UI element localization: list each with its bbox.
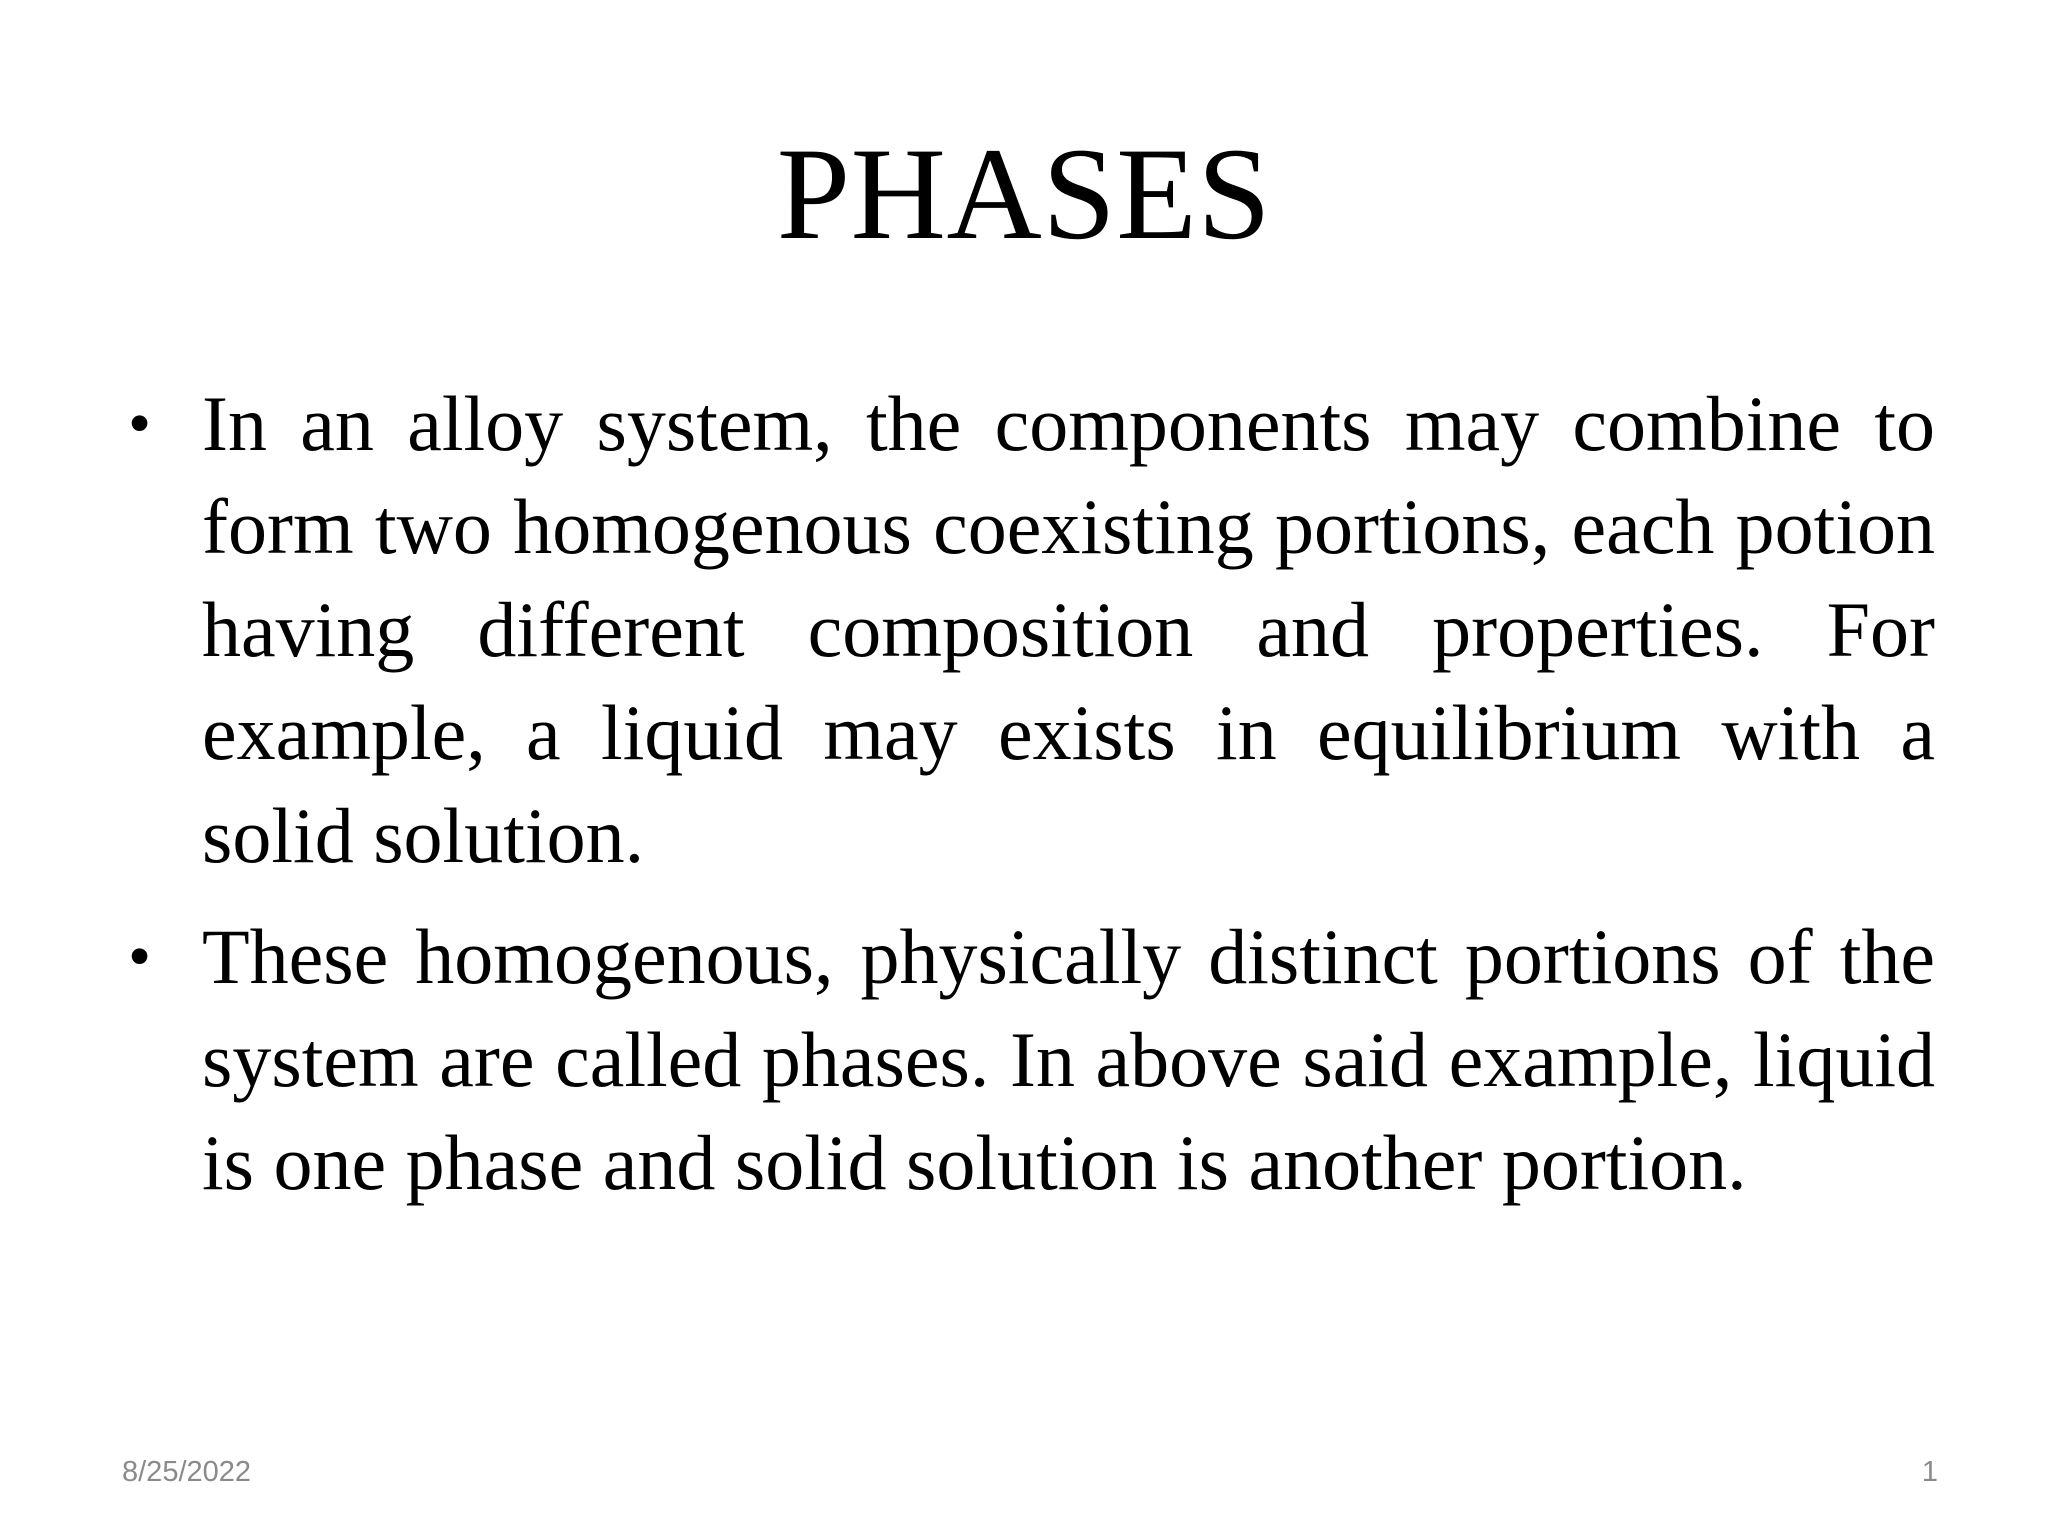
bullet-list xyxy=(120,372,1935,1232)
bullet-item xyxy=(120,372,1935,887)
bullet-icon: • xyxy=(128,920,152,993)
page-number: 1 xyxy=(1921,1456,1938,1488)
bullet-text: These homogenous, physically distinct portions of the system are called phases. In above said example, liquid is one phase and solid solution is another portion. xyxy=(202,913,1935,1206)
bullet-icon: • xyxy=(128,387,152,460)
bullet-item xyxy=(120,905,1935,1214)
bullet-text: In an alloy system, the components may combine to form two homogenous coexisting portions, each potion having different composition and properties. For example, a liquid may exists in equilibrium with a solid solution. xyxy=(202,380,1935,879)
footer-date: 8/25/2022 xyxy=(122,1456,252,1488)
slide-title: PHASES xyxy=(776,120,1272,267)
